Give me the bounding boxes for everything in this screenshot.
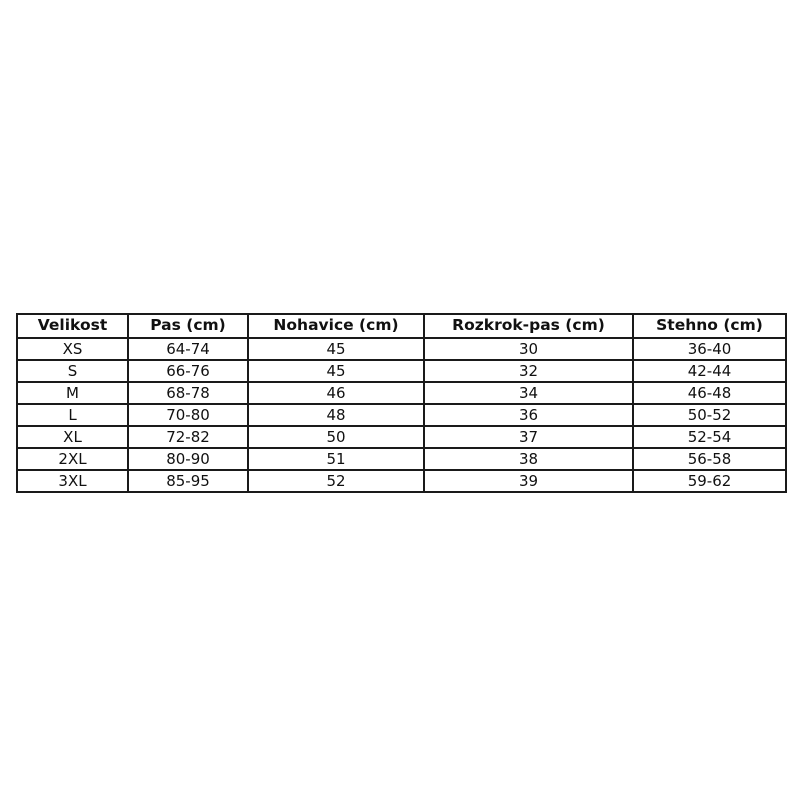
table-cell: 50 xyxy=(248,426,424,448)
column-header: Stehno (cm) xyxy=(633,314,786,338)
column-header: Pas (cm) xyxy=(128,314,248,338)
table-cell: 45 xyxy=(248,360,424,382)
table-cell: 50-52 xyxy=(633,404,786,426)
table-body xyxy=(17,338,786,492)
table-cell: 85-95 xyxy=(128,470,248,492)
table-cell: 64-74 xyxy=(128,338,248,360)
table-cell: 52-54 xyxy=(633,426,786,448)
table-cell: 36 xyxy=(424,404,633,426)
table-row xyxy=(17,382,786,404)
table-row xyxy=(17,470,786,492)
table-cell: 70-80 xyxy=(128,404,248,426)
table-row xyxy=(17,426,786,448)
header-row xyxy=(17,314,786,338)
table-cell: 2XL xyxy=(17,448,128,470)
table-cell: 45 xyxy=(248,338,424,360)
size-chart-table xyxy=(16,313,787,493)
table-cell: XS xyxy=(17,338,128,360)
table-cell: 52 xyxy=(248,470,424,492)
table-cell: 56-58 xyxy=(633,448,786,470)
table-cell: M xyxy=(17,382,128,404)
table-row xyxy=(17,360,786,382)
table-row xyxy=(17,404,786,426)
table-cell: 51 xyxy=(248,448,424,470)
table-cell: 72-82 xyxy=(128,426,248,448)
size-chart-header xyxy=(17,314,786,338)
table-cell: 37 xyxy=(424,426,633,448)
table-cell: 32 xyxy=(424,360,633,382)
table-cell: 30 xyxy=(424,338,633,360)
table-cell: 39 xyxy=(424,470,633,492)
table-cell: 46 xyxy=(248,382,424,404)
table-cell: 46-48 xyxy=(633,382,786,404)
table-cell: 36-40 xyxy=(633,338,786,360)
table-cell: 38 xyxy=(424,448,633,470)
table-cell: 48 xyxy=(248,404,424,426)
table-cell: 34 xyxy=(424,382,633,404)
table-row xyxy=(17,448,786,470)
column-header: Rozkrok-pas (cm) xyxy=(424,314,633,338)
column-header: Nohavice (cm) xyxy=(248,314,424,338)
table-cell: 80-90 xyxy=(128,448,248,470)
table-cell: L xyxy=(17,404,128,426)
table-cell: 68-78 xyxy=(128,382,248,404)
table-cell: XL xyxy=(17,426,128,448)
table-cell: S xyxy=(17,360,128,382)
table-cell: 59-62 xyxy=(633,470,786,492)
table-row xyxy=(17,338,786,360)
table-cell: 66-76 xyxy=(128,360,248,382)
table-cell: 42-44 xyxy=(633,360,786,382)
column-header: Velikost xyxy=(17,314,128,338)
table-cell: 3XL xyxy=(17,470,128,492)
